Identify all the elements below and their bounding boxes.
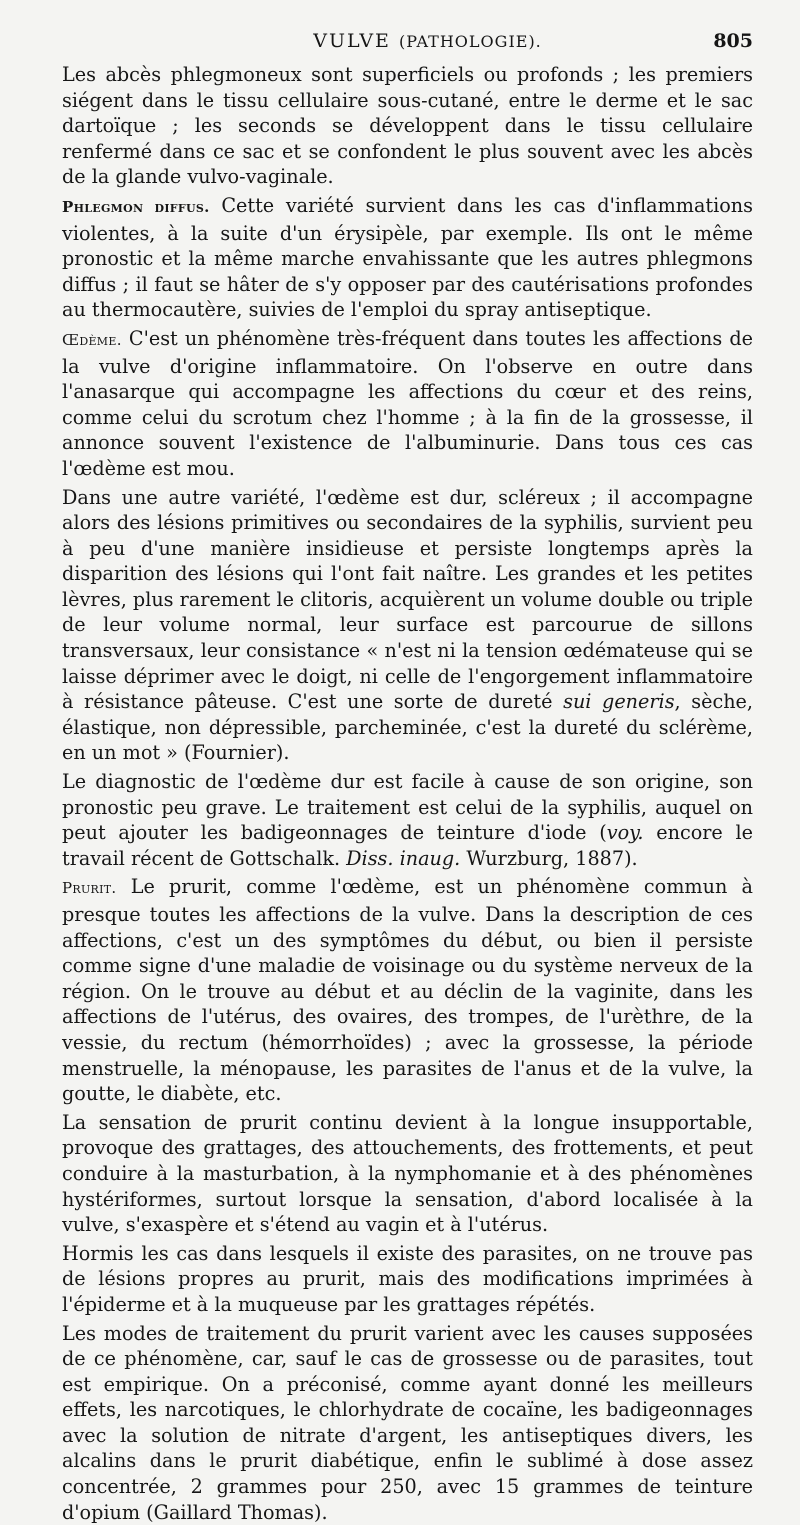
paragraph-oedeme-dur-italic: sui generis [563,690,674,713]
paragraph-abces-text: Les abcès phlegmoneux sont superficiels ou profonds ; les premiers siégent dans le tissu cellulaire sous-cutané, entre le derme et le sac dartoïque ; les seconds se développent dans le tissu cellulaire renfermé dans ce sac et se confondent le plus souvent avec les abcès de la glande vulvo-vaginale. [62,63,753,188]
paragraph-prurit-text: Le prurit, comme l'œdème, est un phénomène commun à presque toutes les affections de la vulve. Dans la description de ces affections, c'est un des symptômes du début, ou bien il persiste comme signe d'une maladie de voisinage ou du système nerveux de la région. On le trouve au début et au déclin de la vaginite, dans les affections de l'utérus, des ovaires, des trompes, de l'urèthre, de la vessie, du rectum (hémorrhoïdes) ; avec la grossesse, la période menstruelle, la ménopause, les parasites de l'anus et de la vulve, la goutte, le diabète, etc. [62,875,753,1105]
section-lead-prurit: Prurit. [62,879,116,897]
paragraph-sensation-text: La sensation de prurit continu devient à la longue insupportable, provoque des grattages, des attouchements, des frottements, et peut conduire à la masturbation, à la nymphomanie et à des phénomènes hystériformes, surtout lorsque la sensation, d'abord localisée à la vulve, s'exaspère et s'étend au vagin et à l'utérus. [62,1111,753,1236]
header-title-main: VULVE [313,30,391,52]
header-title [313,30,542,52]
paragraph-traitement [62,1321,753,1525]
paragraph-oedeme-dur [62,485,753,767]
section-lead-oedeme: Œdème. [62,331,122,349]
paragraph-prurit [62,874,753,1106]
paragraph-diagnostic-text: Le diagnostic de l'œdème dur est facile à cause de son origine, son pronostic peu grave. Le traitement est celui de la syphilis, auquel on peut ajouter les badigeonnages de teinture d'iode ( [62,770,753,844]
paragraph-diagnostic-end: Wurzburg, 1887). [460,847,637,870]
paragraph-diagnostic-mid: encore le travail récent de Gottschalk. [62,821,753,870]
paragraph-phlegmon-diffus [62,193,753,323]
paragraph-lesions-text: Hormis les cas dans lesquels il existe des parasites, on ne trouve pas de lésions propres au prurit, mais des modifications imprimées à l'épiderme et à la muqueuse par les grattages répétés. [62,1242,753,1316]
paragraph-traitement-text: Les modes de traitement du prurit varient avec les causes supposées de ce phénomène, car, sauf le cas de grossesse ou de parasites, tout est empirique. On a préconisé, comme ayant donné les meilleurs effets, les narcotiques, le chlorhydrate de cocaïne, les badigeonnages avec la solution de nitrate d'argent, les antiseptiques divers, les alcalins dans le prurit diabétique, enfin le sublimé à dose assez concentrée, 2 grammes pour 250, avec 15 grammes de teinture d'opium (Gaillard Thomas). [62,1322,753,1524]
paragraph-phlegmon-text: Cette variété survient dans les cas d'inflammations violentes, à la suite d'un érysipèle, par exemple. Ils ont le même pronostic et la même marche envahissante que les autres phlegmons diffus ; il faut se hâter de s'y opposer par des cautérisations profondes au thermocautère, suivies de l'emploi du spray antiseptique. [62,194,753,321]
page-number: 805 [713,30,753,52]
paragraph-diagnostic-italic-voy: voy. [607,821,644,844]
paragraph-diagnostic-italic-diss: Diss. inaug. [346,847,460,870]
paragraph-abces [62,62,753,190]
header-title-subtitle: (PATHOLOGIE). [399,32,542,51]
running-header [62,30,753,62]
paragraph-oedeme-dur-end: , sèche, élastique, non dépressible, parcheminée, c'est la dureté du sclérème, en un mot » (Fournier). [62,690,753,764]
paragraph-diagnostic [62,769,753,871]
paragraph-oedeme-dur-text: Dans une autre variété, l'œdème est dur, scléreux ; il accompagne alors des lésions primitives ou secondaires de la syphilis, survient peu à peu d'une manière insidieuse et persiste longtemps après la disparition des lésions qui l'ont fait naître. Les grandes et les petites lèvres, plus rarement le clitoris, acquièrent un volume double ou triple de leur volume normal, leur surface est parcourue de sillons transversaux, leur consistance « n'est ni la tension œdémateuse qui se laisse déprimer avec le doigt, ni celle de l'engorgement inflammatoire à résistance pâteuse. C'est une sorte de dureté [62,486,753,714]
paragraph-oedeme-text: C'est un phénomène très-fréquent dans toutes les affections de la vulve d'origine inflammatoire. On l'observe en outre dans l'anasarque qui accompagne les affections du cœur et des reins, comme celui du scrotum chez l'homme ; à la fin de la grossesse, il annonce souvent l'existence de l'albuminurie. Dans tous ces cas l'œdème est mou. [62,327,753,480]
paragraph-oedeme [62,326,753,482]
paragraph-lesions [62,1241,753,1318]
paragraph-sensation [62,1110,753,1238]
section-lead-phlegmon: Phlegmon diffus. [62,198,210,216]
